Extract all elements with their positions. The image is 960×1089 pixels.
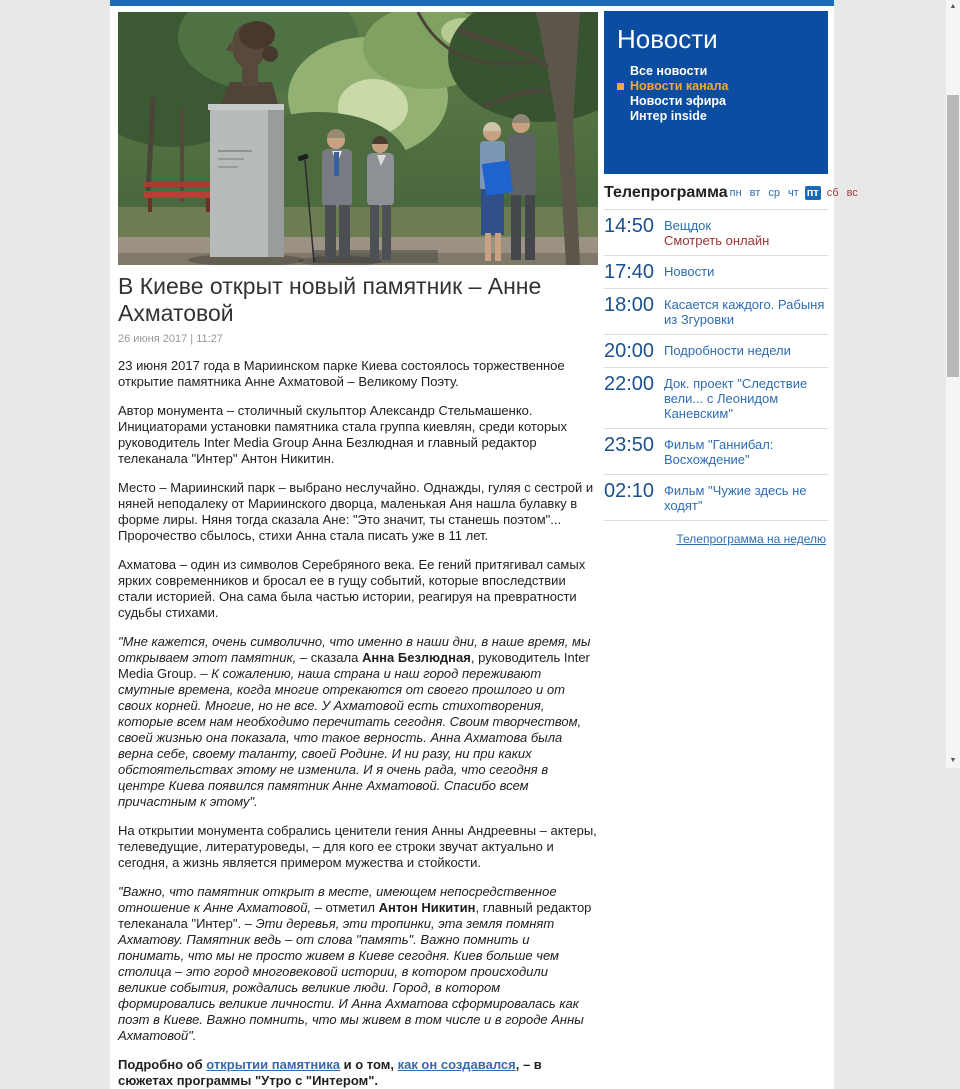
schedule-row [604,210,828,256]
tv-schedule [604,210,828,521]
news-menu-item[interactable]: Новости канала [617,79,818,94]
text-segment: Анна Безлюдная [361,650,471,665]
day-tab-6[interactable]: сб [826,187,839,199]
article-column [110,6,604,1089]
day-tab-1[interactable]: пн [729,187,742,199]
news-box-title: Новости [617,24,718,54]
day-tab-5[interactable]: пт [806,187,819,199]
program-link[interactable]: Фильм "Чужие здесь не ходят" [664,483,807,513]
article-title: В Киеве открыт новый памятник – Анне Ахматовой [118,273,542,326]
schedule-row [604,368,828,429]
text-segment: На открытии монумента собрались ценители гения Анны Андреевны – актеры, телеведущие, литературоведы, – для кого ее строки звучат актуально и сегодня, а жизнь является примером мужества и стойкости. [118,823,597,870]
text-segment: , руководитель Inter Media Group. – [118,650,590,681]
program-link[interactable]: Подробности недели [664,343,791,358]
text-segment: , – в сюжетах программы "Утро с "Интером". [118,1057,542,1088]
tv-program-title: Телепрограмма [604,184,728,201]
text-segment: "Важно, что памятник открыт в месте, имеющем непосредственное отношение к Анне Ахматовой, – [118,884,557,915]
article-paragraph [118,557,598,621]
article-paragraph [118,358,598,390]
schedule-time: 20:00 [604,340,655,362]
article-photo [118,12,598,265]
day-selector [728,186,860,200]
article-body [118,358,598,1089]
article-paragraph [118,634,598,810]
news-menu-item[interactable]: Интер inside [630,109,707,123]
content-area [110,0,858,1089]
schedule-time: 18:00 [604,294,655,316]
schedule-time: 14:50 [604,215,655,237]
article-link[interactable]: как он создавался [397,1057,516,1072]
schedule-row [604,429,828,475]
schedule-time: 02:10 [604,480,655,502]
text-segment: Автор монумента – столичный скульптор Александр Стельмашенко. Инициаторами установки памятника стала группа киевлян, среди которых руководитель Inter Media Group Анна Безлюдная и главный редактор телеканала "Интер" Антон Никитин. [118,403,568,466]
program-link[interactable]: Док. проект "Следствие вели... с Леонидом Каневским" [664,376,808,421]
schedule-time: 17:40 [604,261,655,283]
schedule-row [604,335,828,368]
day-tab-2[interactable]: вт [749,187,761,199]
scrollbar[interactable] [946,0,960,768]
news-menu-item[interactable]: Все новости [630,64,708,78]
text-segment: "Мне кажется, очень символично, что именно в наши дни, в наше время, мы открываем этот памятник, [118,634,591,665]
program-link[interactable]: Новости [664,264,715,279]
scrollbar-down-arrow[interactable]: ▼ [949,757,957,764]
news-menu [617,64,818,124]
article-link[interactable]: открытии памятника [206,1057,340,1072]
text-segment: Антон Никитин [378,900,476,915]
sidebar [604,6,858,1089]
schedule-time: 23:50 [604,434,655,456]
day-tab-4[interactable]: чт [787,187,799,199]
active-item-bullet-icon [617,83,624,90]
article-paragraph [118,1057,598,1089]
program-link[interactable]: Фильм "Ганнибал: Восхождение" [664,437,774,467]
article-paragraph [118,823,598,871]
day-tab-3[interactable]: ср [768,187,780,199]
schedule-time: 22:00 [604,373,655,395]
scrollbar-thumb[interactable] [947,95,959,377]
text-segment: отметил [325,900,379,915]
schedule-row [604,256,828,289]
news-menu-item[interactable]: Новости эфира [630,94,726,108]
article-paragraph [118,403,598,467]
tv-program-section [604,184,858,548]
text-segment: – сказала [299,650,362,665]
text-segment: Эти деревья, эти тропинки, эта земля помнят Ахматову. Памятник ведь – от слова "память". Важно помнить и понимать, что мы не просто живем в Киеве сегодня. Киев больше чем столица – это город многовековой истории, в котором происходили великие события, рождались великие люди. Город, в котором формировались великие личности. И Анна Ахматова сформировалась как поэт в Киеве. Важно помнить, что мы живем в том числе и в городе Анны Ахматовой". [118,916,584,1043]
monument-photo-illustration [118,12,598,265]
program-link[interactable]: Касается каждого. Рабыня из Згуровки [664,297,825,327]
day-tab-7[interactable]: вс [846,187,858,199]
tv-week-link[interactable]: Телепрограмма на неделю [676,532,826,546]
text-segment: Ахматова – один из символов Серебряного века. Ее гений притягивал самых ярких современников и бросал ее в гущу событий, которые впоследствии стали историей. Она сама была частью истории, реагируя на превратности судьбы стихами. [118,557,586,620]
text-segment: Место – Мариинский парк – выбрано неслучайно. Однажды, гуляя с сестрой и няней неподалеку от Мариинского дворца, маленькая Аня нашла булавку в форме лиры. Няня тогда сказала Ане: "Это значит, ты станешь поэтом"... Пророчество сбылось, стихи Анна стала писать уже в 11 лет. [118,480,594,543]
schedule-row [604,475,828,521]
text-segment: Подробно об [118,1057,207,1072]
news-box [604,11,828,174]
article-paragraph [118,480,598,544]
text-segment: и о том, [340,1057,398,1072]
article-paragraph [118,884,598,1044]
schedule-row [604,289,828,335]
program-link[interactable]: Вещдок [664,218,712,233]
text-segment: 23 июня 2017 года в Мариинском парке Киева состоялось торжественное открытие памятника Анне Ахматовой – Великому Поэту. [118,358,565,389]
watch-online-link[interactable]: Смотреть онлайн [664,233,770,248]
text-segment: К сожалению, наша страна и наш город переживают смутные времена, когда многие отрекаются от своего прошлого и от своих корней. Многие, но не все. У Ахматовой есть стихотворения, которые всем нам необходимо перечитать сегодня. Своим творчеством, своей жизнью она показала, что такое верность. Анна Ахматова была верна себе, своему таланту, своей Родине. И ни разу, ни при каких обстоятельствах этому не изменила. И я очень рада, что сегодня в центре Киева появился памятник Анне Ахматовой. Спасибо всем причастным к этому". [118,666,582,809]
article-date: 26 июня 2017 | 11:27 [118,333,223,345]
scrollbar-up-arrow[interactable]: ▲ [949,3,957,10]
text-segment: , главный редактор телеканала "Интер". – [118,900,592,931]
